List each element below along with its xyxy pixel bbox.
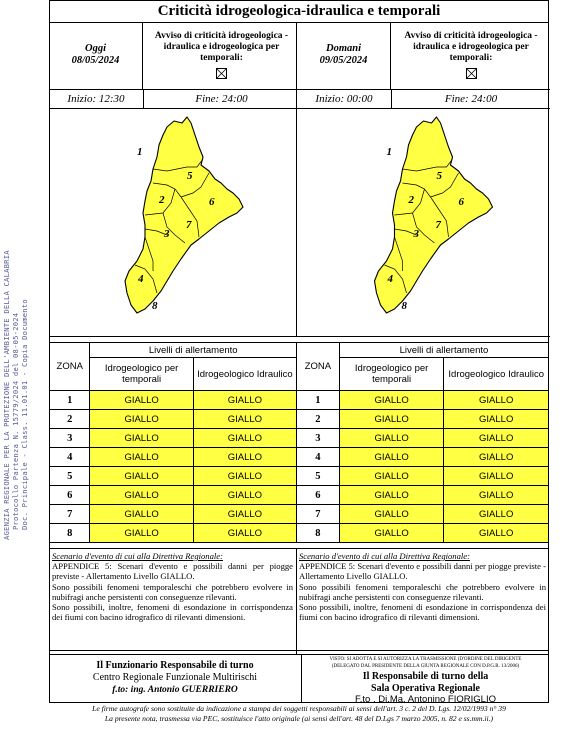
zone-row	[297, 486, 549, 505]
level-idraulico: GIALLO	[444, 429, 549, 448]
map-zone-label: 1	[386, 146, 392, 158]
zone-number: 7	[50, 505, 90, 524]
today-start: Inizio: 12:30	[49, 90, 144, 108]
level-temporali: GIALLO	[339, 391, 444, 410]
today-date: 08/05/2024	[71, 55, 120, 66]
zona-header: ZONA	[297, 343, 340, 391]
map-zone-label: 8	[401, 300, 407, 312]
today-day	[49, 23, 143, 89]
zone-number: 8	[297, 524, 340, 543]
sig-left-name: f.to: ing. Antonio GUERRIERO	[112, 685, 238, 695]
scenario-heading: Scenario d'evento di cui alla Direttiva Regionale:	[299, 551, 470, 561]
zone-row	[50, 391, 297, 410]
crossed-box-icon	[216, 68, 227, 79]
level-temporali: GIALLO	[90, 505, 193, 524]
level-idraulico: GIALLO	[444, 410, 549, 429]
map-zone-label: 5	[436, 170, 442, 182]
zone-number: 2	[50, 410, 90, 429]
level-temporali: GIALLO	[339, 486, 444, 505]
col-temporali-header: Idrogeologico per temporali	[339, 358, 444, 391]
zone-number: 5	[297, 467, 340, 486]
level-idraulico: GIALLO	[193, 410, 296, 429]
today-times	[49, 90, 299, 109]
zone-row	[297, 505, 549, 524]
map-zone-label: 2	[159, 194, 165, 206]
level-idraulico: GIALLO	[193, 448, 296, 467]
map-zone-label: 4	[138, 273, 144, 285]
footer-line-1: Le firme autografe sono sostituite da indicazione a stampa dei soggetti responsabili ai sensi dell'art. 3 c. 2 del D. Lgs. 12/02/1993 n° 39	[92, 704, 506, 713]
zone-number: 1	[297, 391, 340, 410]
zone-row	[297, 467, 549, 486]
today-scenario	[52, 551, 293, 622]
zone-number: 6	[297, 486, 340, 505]
level-idraulico: GIALLO	[444, 391, 549, 410]
map-zone-label: 7	[186, 219, 192, 231]
map-zone-label: 6	[209, 196, 215, 208]
scenario-p1: APPENDICE 5: Scenari d'evento e possibili danni per piogge previste - Allertamento Livello GIALLO.	[52, 561, 293, 582]
scenario-heading: Scenario d'evento di cui alla Direttiva Regionale:	[52, 551, 223, 561]
zone-row	[297, 410, 549, 429]
tomorrow-avviso	[392, 23, 550, 89]
today-avviso-text: Avviso di criticità idrogeologica - idraulica e idrogeologica per temporali:	[154, 31, 289, 63]
zone-number: 3	[50, 429, 90, 448]
zone-row	[50, 467, 297, 486]
zone-number: 3	[297, 429, 340, 448]
col-temporali-header: Idrogeologico per temporali	[90, 358, 193, 391]
level-temporali: GIALLO	[339, 467, 444, 486]
today-rows	[50, 391, 297, 543]
level-temporali: GIALLO	[90, 524, 193, 543]
level-idraulico: GIALLO	[193, 505, 296, 524]
level-temporali: GIALLO	[90, 429, 193, 448]
map-zone-label: 5	[187, 170, 193, 182]
zone-number: 6	[50, 486, 90, 505]
sig-right-note2: (DELEGATO DAL PRESIDENTE DELLA GIUNTA REGIONALE CON D.P.G.R. 13/2006)	[331, 663, 520, 669]
scenario-p2: Sono possibili fenomeni temporaleschi che potrebbero evolvere in nubifragi anche persistenti con conseguenze rilevanti.	[52, 581, 293, 602]
zone-number: 4	[297, 448, 340, 467]
legal-footer	[49, 704, 549, 723]
tomorrow-avviso-text: Avviso di criticità idrogeologica - idraulica e idrogeologica per temporali:	[404, 31, 538, 63]
zone-row	[297, 448, 549, 467]
map-zone-label: 4	[387, 273, 393, 285]
zone-row	[297, 429, 549, 448]
zone-row	[50, 429, 297, 448]
tomorrow-rows	[297, 391, 549, 543]
zone-row	[297, 391, 549, 410]
today-avviso	[144, 23, 299, 89]
today-column	[49, 23, 299, 337]
tomorrow-day	[297, 23, 391, 89]
level-idraulico: GIALLO	[193, 467, 296, 486]
zone-number: 5	[50, 467, 90, 486]
level-temporali: GIALLO	[339, 410, 444, 429]
level-idraulico: GIALLO	[193, 486, 296, 505]
left-signature	[49, 659, 301, 696]
right-signature	[302, 654, 549, 705]
calabria-map	[297, 109, 547, 336]
tomorrow-map	[297, 109, 550, 337]
calabria-map	[49, 109, 296, 336]
map-zone-label: 3	[164, 228, 170, 240]
level-idraulico: GIALLO	[193, 524, 296, 543]
level-idraulico: GIALLO	[444, 524, 549, 543]
level-temporali: GIALLO	[339, 429, 444, 448]
crossed-box-icon	[466, 68, 477, 79]
protocol-stamp	[0, 180, 40, 540]
stamp-line-3: Doc. Principale - Class. 11.01.01 - Copia Documento	[20, 299, 29, 530]
zone-row	[297, 524, 549, 543]
zone-row	[50, 410, 297, 429]
sig-right-office: Sala Operativa Regionale	[371, 682, 480, 694]
scenario-p3: Sono possibili, inoltre, fenomeni di esondazione in corrispondenza dei fiumi con bacino idrografico di rilevanti dimensioni.	[299, 602, 546, 623]
tomorrow-label: Domani	[325, 43, 361, 54]
livelli-header: Livelli di allertamento	[90, 343, 297, 358]
sig-right-name: F.to . Di.Ma. Antonino FIORIGLIO	[355, 694, 496, 705]
level-temporali: GIALLO	[90, 486, 193, 505]
stamp-line-1: AGENZIA REGIONALE PER LA PROTEZIONE DELL'AMBIENTE DELLA CALABRIA	[2, 250, 11, 540]
sig-right-note1: VISTO: SI ADOTTA E SI AUTORIZZA LA TRASMISSIONE (D'ORDINE DEL DIRIGENTE	[329, 657, 522, 662]
tomorrow-alert-table	[296, 342, 549, 543]
scenario-p1: APPENDICE 5: Scenari d'evento e possibili danni per piogge previste - Allertamento Livello GIALLO.	[299, 561, 546, 582]
zone-number: 4	[50, 448, 90, 467]
sig-left-office: Centro Regionale Funzionale Multirischi	[92, 672, 258, 683]
tomorrow-start: Inizio: 00:00	[297, 90, 392, 108]
zona-header: ZONA	[50, 343, 90, 391]
today-end: Fine: 24:00	[195, 93, 248, 105]
today-map	[49, 109, 299, 337]
col-idraulico-header: Idrogeologico Idraulico	[193, 358, 296, 391]
scenario-p3: Sono possibili, inoltre, fenomeni di esondazione in corrispondenza dei fiumi con bacino idrografico di rilevanti dimensioni.	[52, 602, 293, 623]
zone-row	[50, 524, 297, 543]
tomorrow-end: Fine: 24:00	[444, 93, 498, 105]
divider	[49, 650, 549, 651]
today-alert-table	[49, 342, 297, 543]
today-label: Oggi	[85, 43, 106, 54]
divider	[49, 548, 549, 549]
map-zone-label: 8	[152, 300, 158, 312]
col-idraulico-header: Idrogeologico Idraulico	[444, 358, 549, 391]
zone-number: 1	[50, 391, 90, 410]
tomorrow-scenario	[299, 551, 546, 622]
level-temporali: GIALLO	[90, 448, 193, 467]
level-idraulico: GIALLO	[444, 505, 549, 524]
map-zone-label: 2	[408, 194, 414, 206]
tomorrow-times	[297, 90, 550, 109]
level-temporali: GIALLO	[339, 448, 444, 467]
level-idraulico: GIALLO	[444, 467, 549, 486]
scenario-p2: Sono possibili fenomeni temporaleschi che potrebbero evolvere in nubifragi anche persistenti con conseguenze rilevanti.	[299, 581, 546, 602]
livelli-header: Livelli di allertamento	[339, 343, 548, 358]
footer-line-2: La presente nota, trasmessa via PEC, sostituisce l'atto originale (ai sensi dell'art. 48 del D.Lgs 7 marzo 2005, n. 82 e ss.mm.ii.)	[104, 713, 494, 723]
zone-number: 2	[297, 410, 340, 429]
zone-row	[50, 448, 297, 467]
zone-row	[50, 505, 297, 524]
level-temporali: GIALLO	[90, 467, 193, 486]
sig-left-role: Il Funzionario Responsabile di turno	[96, 660, 254, 671]
tomorrow-date: 09/05/2024	[319, 55, 368, 66]
level-temporali: GIALLO	[339, 524, 444, 543]
zone-number: 7	[297, 505, 340, 524]
sig-right-role: Il Responsabile di turno della	[362, 671, 489, 682]
level-idraulico: GIALLO	[444, 486, 549, 505]
level-temporali: GIALLO	[90, 391, 193, 410]
zone-row	[50, 486, 297, 505]
map-zone-label: 3	[413, 228, 419, 240]
level-temporali: GIALLO	[339, 505, 444, 524]
level-idraulico: GIALLO	[193, 429, 296, 448]
map-zone-label: 7	[435, 219, 441, 231]
tomorrow-column	[296, 23, 550, 337]
level-idraulico: GIALLO	[193, 391, 296, 410]
page-title: Criticità idrogeologica-idraulica e temporali	[49, 0, 549, 23]
map-zone-label: 6	[458, 196, 464, 208]
level-idraulico: GIALLO	[444, 448, 549, 467]
divider	[296, 548, 297, 654]
map-zone-label: 1	[137, 146, 143, 158]
tomorrow-header	[297, 23, 550, 90]
zone-number: 8	[50, 524, 90, 543]
level-temporali: GIALLO	[90, 410, 193, 429]
stamp-line-2: Protocollo Partenza N. 15779/2024 del 08-05-2024	[11, 312, 20, 530]
today-header	[49, 23, 299, 90]
